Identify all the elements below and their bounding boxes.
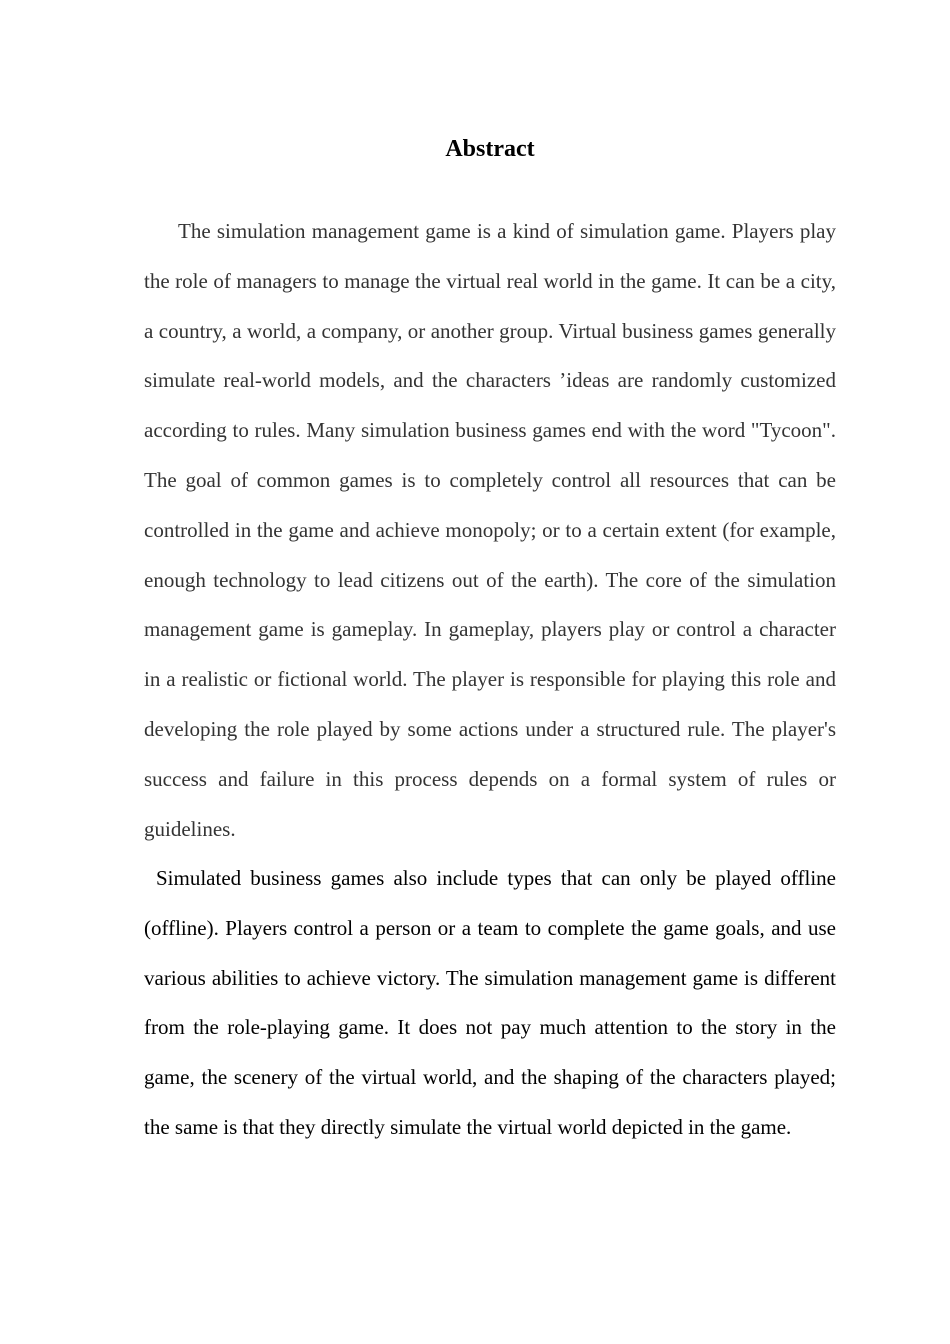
abstract-title: Abstract	[445, 136, 535, 162]
abstract-paragraph-2: Simulated business games also include types that can only be played offline (offline). Players control a person or a team to complete the game goals, and use various abilities to achieve victory. The simulation management game is different from the role-playing game. It does not pay much attention to the story in the game, the scenery of the virtual world, and the shaping of the characters played; the same is that they directly simulate the virtual world depicted in the game.	[144, 866, 836, 1139]
abstract-paragraph-1: The simulation management game is a kind of simulation game. Players play the role of managers to manage the virtual real world in the game. It can be a city, a country, a world, a company, or another group. Virtual business games generally simulate real-world models, and the characters ’ideas are randomly customized according to rules. Many simulation business games end with the word "Tycoon". The goal of common games is to completely control all resources that can be controlled in the game and achieve monopoly; or to a certain extent (for example, enough technology to lead citizens out of the earth). The core of the simulation management game is gameplay. In gameplay, players play or control a character in a realistic or fictional world. The player is responsible for playing this role and developing the role played by some actions under a structured rule. The player's success and failure in this process depends on a formal system of rules or guidelines.	[144, 219, 836, 841]
